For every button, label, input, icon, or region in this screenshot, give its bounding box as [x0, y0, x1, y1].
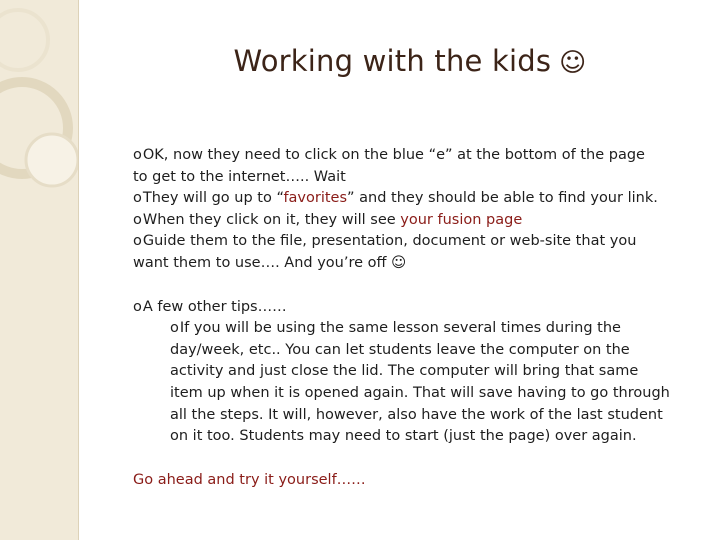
bullet-text-continued: want them to use…. And you’re off — [133, 254, 387, 271]
smiley-icon: ☺ — [391, 254, 407, 271]
bullet-marker: o — [133, 147, 142, 163]
tips-heading-text: A few other tips…… — [142, 298, 287, 315]
smiley-icon: ☺ — [559, 48, 587, 78]
bullet-text: When they click on it, they will see — [142, 211, 401, 228]
bullet-marker: o — [133, 233, 142, 250]
bullet-item-fusion-page — [133, 210, 693, 232]
bullet-marker: o — [170, 320, 179, 337]
decorative-rings-graphic — [0, 0, 78, 540]
bullet-text: They will go up to “ — [142, 190, 284, 207]
bullet-text: Guide them to the file, presentation, document or web-site that you — [142, 233, 637, 250]
bullet-text-end: ” and they should be able to find your link. — [347, 190, 658, 207]
bullet-marker: o — [133, 190, 142, 207]
tips-text: item up when it is opened again. That will save having to go through — [170, 384, 670, 401]
tips-text: If you will be using the same lesson several times during the — [179, 320, 621, 337]
bullet-item-favorites — [133, 188, 693, 210]
spacer — [133, 448, 693, 470]
tips-sub-item — [133, 318, 693, 448]
slide-title-text: Working with the kids — [233, 44, 552, 78]
bullet-item-click-e — [133, 145, 693, 188]
closing-line: Go ahead and try it yourself…… — [133, 471, 366, 488]
bullet-marker: o — [133, 211, 142, 228]
tips-text: day/week, etc.. You can let students leave the computer on the — [170, 341, 630, 358]
favorites-highlight: favorites — [283, 190, 348, 207]
bullet-text-continued: to get to the internet….. Wait — [133, 168, 346, 185]
tips-heading — [133, 297, 693, 319]
bullet-marker: o — [133, 298, 142, 315]
tips-text: on it too. Students may need to start (just the page) over again. — [170, 428, 637, 445]
slide-title — [140, 44, 680, 78]
bullet-item-guide — [133, 231, 693, 274]
fusion-page-highlight: your fusion page — [400, 211, 523, 228]
bullet-text: OK, now they need to click on the blue “e” at the bottom of the page — [142, 147, 645, 163]
spacer — [133, 275, 693, 297]
tips-text: all the steps. It will, however, also have the work of the last student — [170, 406, 663, 423]
tips-text: activity and just close the lid. The computer will bring that same — [170, 363, 639, 380]
slide-body — [133, 145, 693, 491]
decorative-sidebar — [0, 0, 79, 540]
